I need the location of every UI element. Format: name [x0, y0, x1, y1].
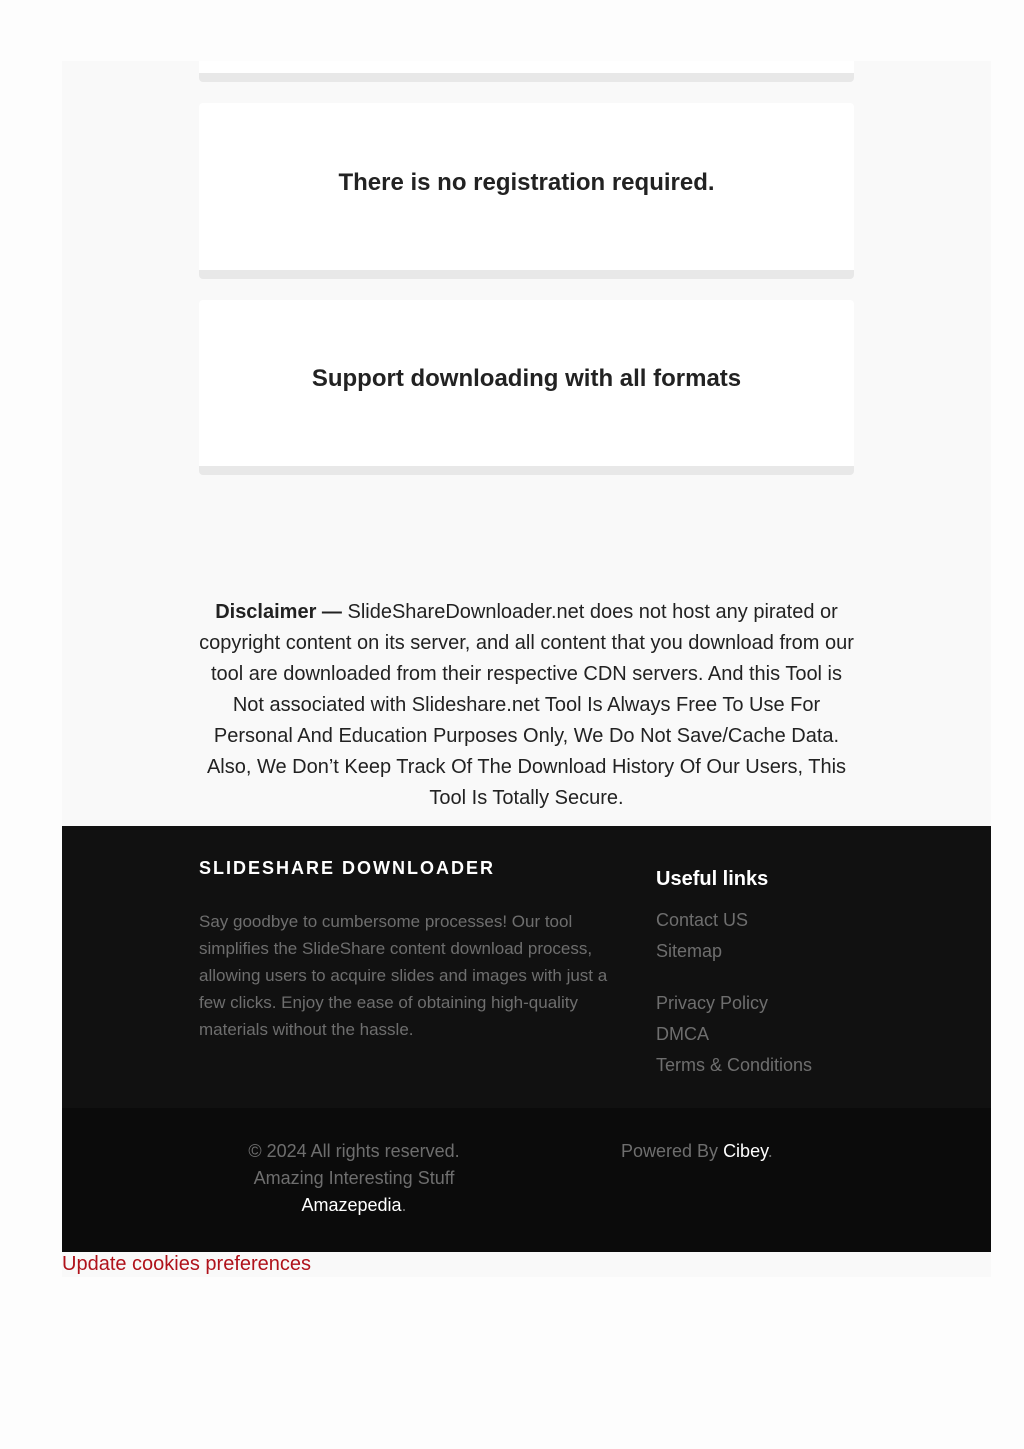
copyright-period: . — [401, 1195, 407, 1215]
feature-card-all-formats — [199, 300, 854, 475]
feature-card-no-registration — [199, 103, 854, 279]
footer-link-terms[interactable]: Terms & Conditions — [656, 1055, 813, 1075]
footer-link-contact[interactable]: Contact US — [656, 910, 749, 930]
footer-about-text: Say goodbye to cumbersome processes! Our tool simplifies the SlideShare content download process, allowing users to acquire slides and images with just a few clicks. Enjoy the ease of obtaining high-quality materials without the hassle. — [199, 912, 608, 1039]
footer-bottom-bar — [62, 1108, 991, 1252]
powered-by — [621, 1138, 773, 1165]
footer — [62, 826, 991, 1108]
copyright-line-2: Amazing Interesting Stuff — [253, 1168, 455, 1188]
disclaimer-text: SlideShareDownloader.net does not host any pirated or copyright content on its server, and all content that you download from our tool are downloaded from their respective CDN servers. And this Tool is Not associated with Slideshare.net Tool Is Always Free To Use For Personal And Education Purposes Only, We Do Not Save/Cache Data. Also, We Don’t Keep Track Of The Download History Of Our Users, This Tool Is Totally Secure. — [199, 601, 854, 809]
feature-card-partial — [199, 61, 854, 82]
footer-link-privacy-policy[interactable]: Privacy Policy — [656, 993, 769, 1013]
feature-title: There is no registration required. — [338, 168, 715, 196]
cibey-link[interactable]: Cibey — [723, 1141, 768, 1161]
footer-link-dmca[interactable]: DMCA — [656, 1024, 709, 1044]
useful-links-title: Useful links — [656, 868, 769, 890]
copyright-line-1: © 2024 All rights reserved. — [248, 1141, 460, 1161]
amazepedia-link[interactable]: Amazepedia — [301, 1195, 402, 1215]
footer-brand: SLIDESHARE DOWNLOADER — [199, 858, 496, 878]
powered-by-period: . — [767, 1141, 773, 1161]
footer-link-sitemap[interactable]: Sitemap — [656, 941, 723, 961]
powered-by-prefix: Powered By — [621, 1141, 724, 1161]
update-cookies-preferences-link[interactable]: Update cookies preferences — [62, 1253, 312, 1275]
disclaimer — [199, 597, 854, 814]
useful-links-list — [656, 905, 812, 1081]
disclaimer-label: Disclaimer — — [215, 601, 342, 623]
feature-title: Support downloading with all formats — [311, 365, 742, 392]
copyright — [234, 1138, 474, 1219]
page-content — [62, 61, 991, 1277]
